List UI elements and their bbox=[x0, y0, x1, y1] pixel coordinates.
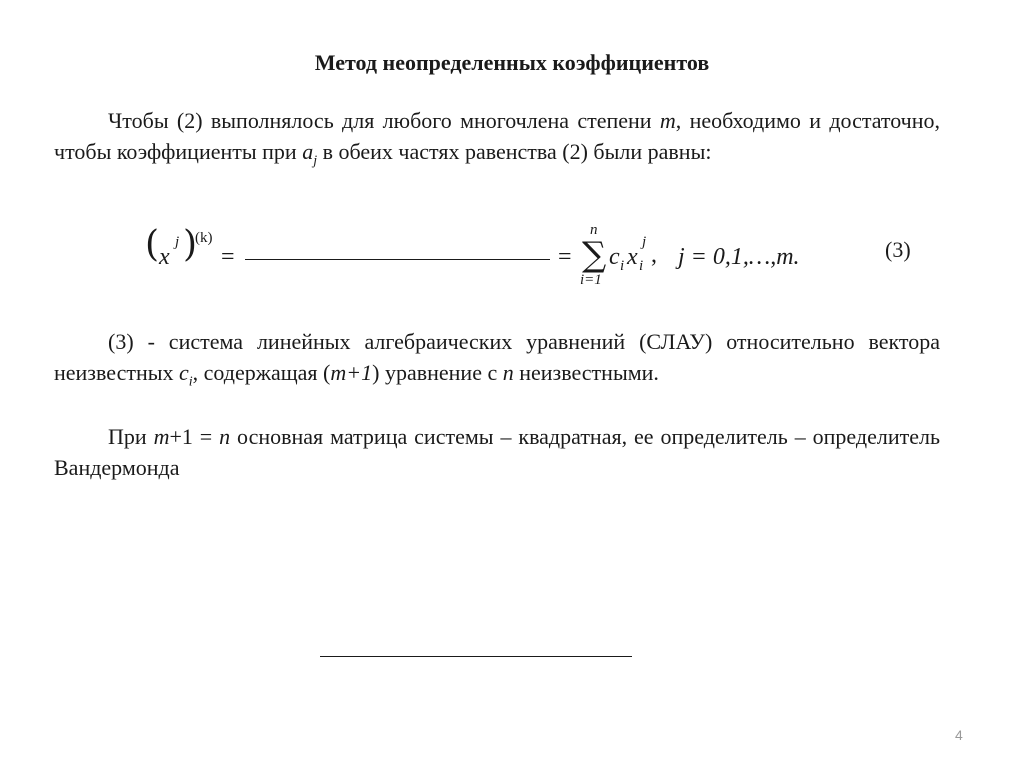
paragraph-slau: (3) - система линейных алгебраических уравнений (СЛАУ) относительно вектора неизвестных $c_i$, содержащая (m+1) уравнение с n неизвестными. bbox=[54, 329, 940, 390]
blank-line bbox=[245, 259, 550, 260]
paragraph-condition: Чтобы (2) выполнялось для любого многочлена степени m, необходимо и достаточно, чтобы коэффициенты при $a_j$ в обеих частях равенства (2) были равны: bbox=[54, 108, 940, 169]
blank-line-bottom bbox=[320, 656, 632, 657]
paragraph-vandermonde: При m+1 = n основная матрица системы – квадратная, ее определитель – определитель Вандермонда bbox=[54, 424, 940, 480]
page-number: 4 bbox=[955, 727, 963, 743]
equation-3: ( x j ) (k) = = n ∑ i=1 c i x i j , j = 0,1,…,m. bbox=[145, 222, 800, 288]
page-title: Метод неопределенных коэффициентов bbox=[314, 50, 710, 75]
equation-number: (3) bbox=[885, 237, 911, 262]
